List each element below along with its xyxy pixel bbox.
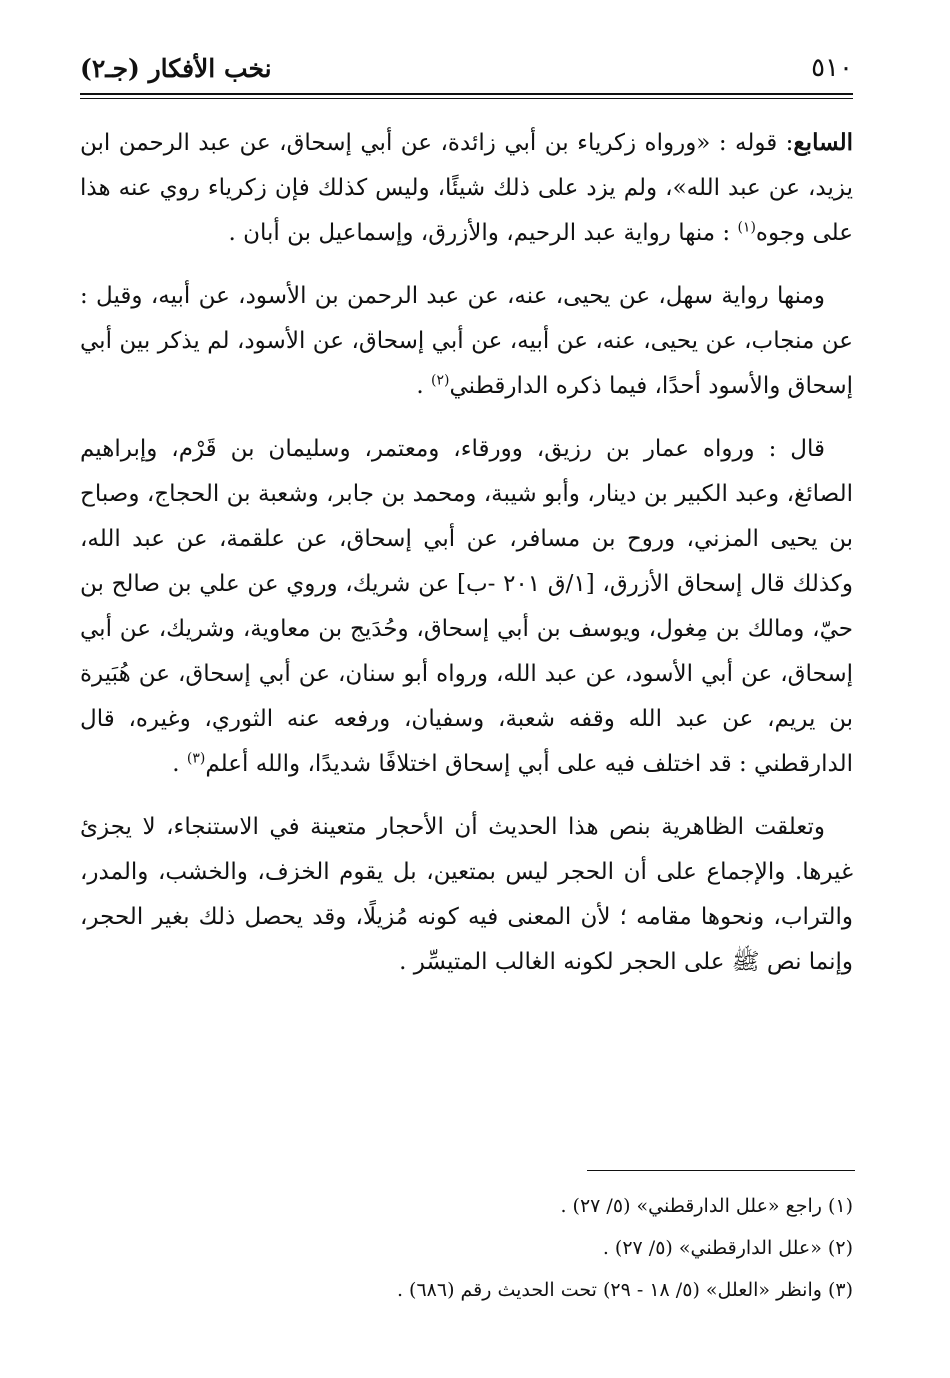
paragraph-text: . [172, 751, 187, 777]
paragraph-text: قال : ورواه عمار بن رزيق، وورقاء، ومعتمر، وسليمان بن قَرْم، وإبراهيم الصائغ، وعبد الكبير بن دينار، وأبو شيبة، ومحمد بن جابر، وشعبة بن الحجاج، وصباح بن يحيى المزني، وروح بن مسافر، عن أبي إسحاق، عن علقمة، عن عبد الله، وكذلك قال إسحاق الأزرق، [١/ق ٢٠١ -ب] عن شريك، وروي عن علي بن صالح بن حيّ، ومالك بن مِغول، ويوسف بن أبي إسحاق، وحُدَيج بن معاوية، وشريك، عن أبي إسحاق، عن أبي الأسود، عن عبد الله، ورواه أبو سنان، عن أبي إسحاق، عن هُبَيرة بن يريم، عن عبد الله وقفه شعبة، وسفيان، ورفعه عنه الثوري، وغيره، قال الدارقطني : قد اختلف فيه على أبي إسحاق اختلافًا شديدًا، والله أعلم [80, 436, 853, 777]
footnote-rule [587, 1170, 855, 1171]
paragraph-text: وتعلقت الظاهرية بنص هذا الحديث أن الأحجار متعينة في الاستنجاء، لا يجزئ غيرها. والإجماع على أن الحجر ليس بمتعين، بل يقوم الخزف، والخشب، والمدر، والتراب، ونحوها مقامه ؛ لأن المعنى فيه كونه مُزيلًا، وقد يحصل ذلك بغير الحجر، وإنما نص ﷺ على الحجر لكونه الغالب المتيسِّر . [80, 814, 853, 975]
page-number: ٥١٠ [811, 53, 853, 83]
footnotes [80, 1185, 853, 1311]
paragraph-2 [80, 274, 853, 409]
paragraph-text: : منها رواية عبد الرحيم، والأزرق، وإسماعيل بن أبان . [228, 220, 738, 246]
book-title: نخب الأفكار (جـ٢) [80, 53, 272, 83]
paragraph-text: ومنها رواية سهل، عن يحيى، عنه، عن عبد الرحمن بن الأسود، عن أبيه، وقيل : عن منجاب، عن يحيى، عنه، عن أبيه، عن أبي إسحاق، عن الأسود، لم يذكر بين أبي إسحاق والأسود أحدًا، فيما ذكره الدارقطني [80, 283, 853, 399]
footnote-ref[interactable]: (٣) [186, 750, 206, 767]
paragraph-1 [80, 120, 853, 256]
paragraph-4 [80, 805, 853, 985]
page-header [80, 46, 853, 90]
main-text [80, 120, 853, 1003]
footnote-3: (٣) وانظر «العلل» (٥/ ١٨ - ٢٩) تحت الحديث رقم (٦٨٦) . [396, 1279, 853, 1301]
paragraph-text: : قوله : «ورواه زكرياء بن أبي زائدة، عن أبي إسحاق، عن عبد الرحمن ابن يزيد، عن عبد الله»، ولم يزد على ذلك شيئًا، وليس كذلك فإن زكرياء روي عنه هذا على وجوه [80, 130, 853, 246]
footnote-ref[interactable]: (١) [737, 219, 756, 236]
header-rule-thin [80, 98, 853, 99]
paragraph-lead: السابع [793, 129, 853, 156]
paragraph-text: . [416, 373, 431, 399]
header-rule [80, 93, 853, 95]
footnote-1: (١) راجع «علل الدارقطني» (٥/ ٢٧) . [560, 1195, 853, 1217]
footnote-2: (٢) «علل الدارقطني» (٥/ ٢٧) . [602, 1237, 853, 1259]
paragraph-3 [80, 427, 853, 787]
footnote-ref[interactable]: (٢) [430, 372, 450, 389]
